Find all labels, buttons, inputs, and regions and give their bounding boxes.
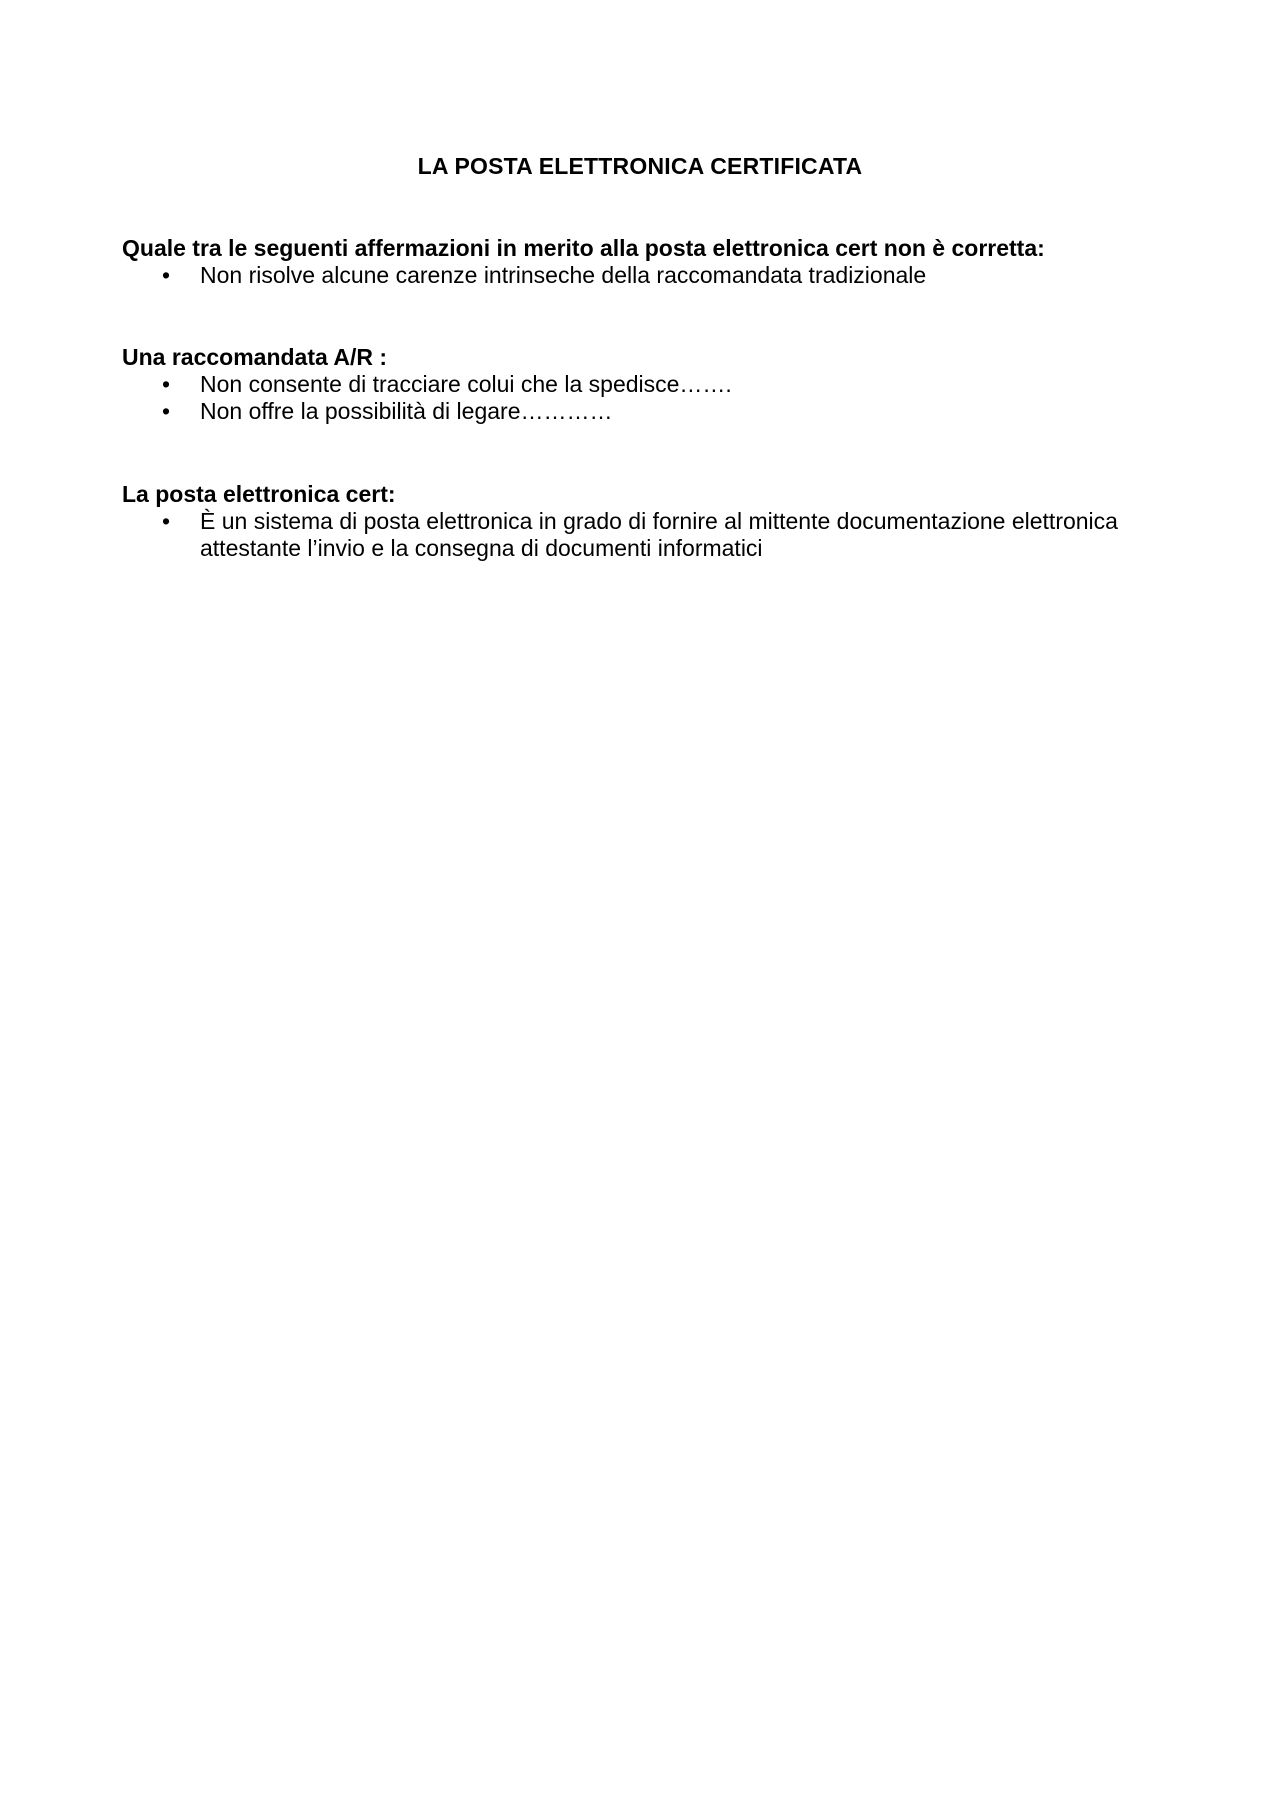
answer-list [122, 262, 1182, 289]
answer-list [122, 371, 1182, 425]
bullet-icon: • [162, 262, 171, 288]
list-item-text: Non offre la possibilità di legare………… [200, 398, 613, 424]
list-item-text: Non risolve alcune carenze intrinseche della raccomandata tradizionale [200, 262, 927, 288]
bullet-icon: • [162, 371, 171, 397]
answer-list [122, 508, 1182, 562]
document-title: LA POSTA ELETTRONICA CERTIFICATA [417, 153, 863, 179]
section-heading: La posta elettronica cert: [122, 481, 396, 507]
list-item-text: Non consente di tracciare colui che la spedisce……. [200, 371, 732, 397]
list-item [122, 398, 1182, 425]
list-item [122, 508, 1182, 562]
question-section-1 [122, 234, 1182, 289]
list-item-text: È un sistema di posta elettronica in grado di fornire al mittente documentazione elettronica attestante l’invio e la consegna di documenti informatici [200, 508, 1118, 561]
section-heading: Quale tra le seguenti affermazioni in merito alla posta elettronica cert non è corretta: [122, 235, 1045, 261]
question-section-3 [122, 480, 1182, 562]
list-item [122, 262, 1182, 289]
section-heading: Una raccomandata A/R : [122, 344, 387, 370]
bullet-icon: • [162, 398, 171, 424]
question-section-2 [122, 343, 1182, 425]
bullet-icon: • [162, 508, 171, 534]
list-item [122, 371, 1182, 398]
